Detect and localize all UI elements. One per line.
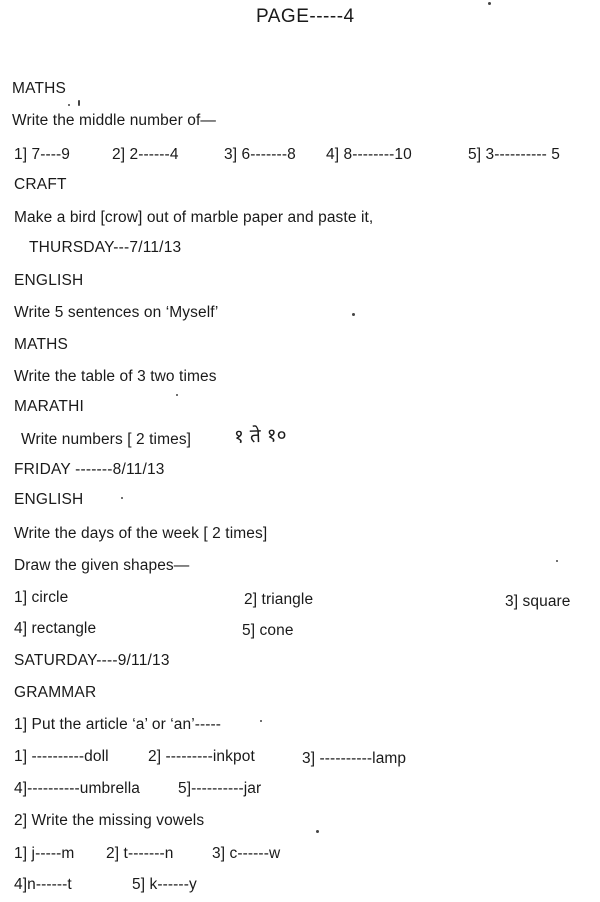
task-middle-number: Write the middle number of— — [12, 112, 216, 129]
day-heading-saturday: SATURDAY----9/11/13 — [14, 652, 170, 669]
scan-speck — [556, 560, 558, 562]
scan-speck — [68, 104, 70, 106]
section-heading-craft: CRAFT — [14, 176, 67, 193]
day-heading-thursday: THURSDAY---7/11/13 — [29, 239, 182, 256]
day-heading-friday: FRIDAY -------8/11/13 — [14, 461, 165, 478]
task-draw-shapes: Draw the given shapes— — [14, 557, 190, 574]
section-heading-maths: MATHS — [14, 336, 69, 353]
task-missing-vowels: 2] Write the missing vowels — [14, 812, 205, 829]
section-heading-english: ENGLISH — [14, 491, 84, 508]
vowel-item-cow: 3] c------w — [212, 845, 281, 862]
article-item-umbrella: 4]----------umbrella — [14, 780, 140, 797]
vowel-item-tin: 2] t-------n — [106, 845, 174, 862]
shape-item-triangle: 2] triangle — [244, 591, 314, 608]
page-title: PAGE-----4 — [256, 6, 355, 27]
vowel-item-jam: 1] j-----m — [14, 845, 75, 862]
scan-speck — [352, 313, 355, 316]
scan-speck — [176, 394, 178, 396]
article-item-jar: 5]----------jar — [178, 780, 262, 797]
scan-speck — [78, 100, 80, 106]
task-table-of-3: Write the table of 3 two times — [14, 368, 217, 385]
task-write-numbers: Write numbers [ 2 times] — [21, 431, 192, 448]
article-item-lamp: 3] ----------lamp — [302, 750, 407, 767]
task-days-of-week: Write the days of the week [ 2 times] — [14, 525, 268, 542]
section-heading-grammar: GRAMMAR — [14, 684, 97, 701]
article-item-doll: 1] ----------doll — [14, 748, 109, 765]
task-craft: Make a bird [crow] out of marble paper and paste it, — [14, 209, 374, 226]
scan-speck — [260, 720, 262, 722]
shape-item-rectangle: 4] rectangle — [14, 620, 97, 637]
middle-number-item-1: 1] 7----9 — [14, 146, 71, 163]
scan-speck — [121, 497, 123, 499]
shape-item-square: 3] square — [505, 593, 571, 610]
middle-number-item-4: 4] 8--------10 — [326, 146, 412, 163]
marathi-handwritten-numbers: १ ते १० — [233, 424, 287, 448]
section-heading-marathi: MARATHI — [14, 398, 84, 415]
vowel-item-nut: 4]n------t — [14, 876, 72, 893]
task-myself: Write 5 sentences on ‘Myself’ — [14, 304, 219, 321]
article-item-inkpot: 2] ---------inkpot — [148, 748, 255, 765]
middle-number-item-5: 5] 3---------- 5 — [468, 146, 560, 163]
task-put-article: 1] Put the article ‘a’ or ‘an’----- — [14, 716, 222, 733]
section-heading-maths: MATHS — [12, 80, 67, 97]
vowel-item-key: 5] k------y — [132, 876, 197, 893]
shape-item-circle: 1] circle — [14, 589, 69, 606]
scan-speck — [316, 830, 319, 833]
section-heading-english: ENGLISH — [14, 272, 84, 289]
middle-number-item-3: 3] 6-------8 — [224, 146, 296, 163]
shape-item-cone: 5] cone — [242, 622, 294, 639]
scan-speck — [488, 2, 491, 5]
middle-number-item-2: 2] 2------4 — [112, 146, 179, 163]
